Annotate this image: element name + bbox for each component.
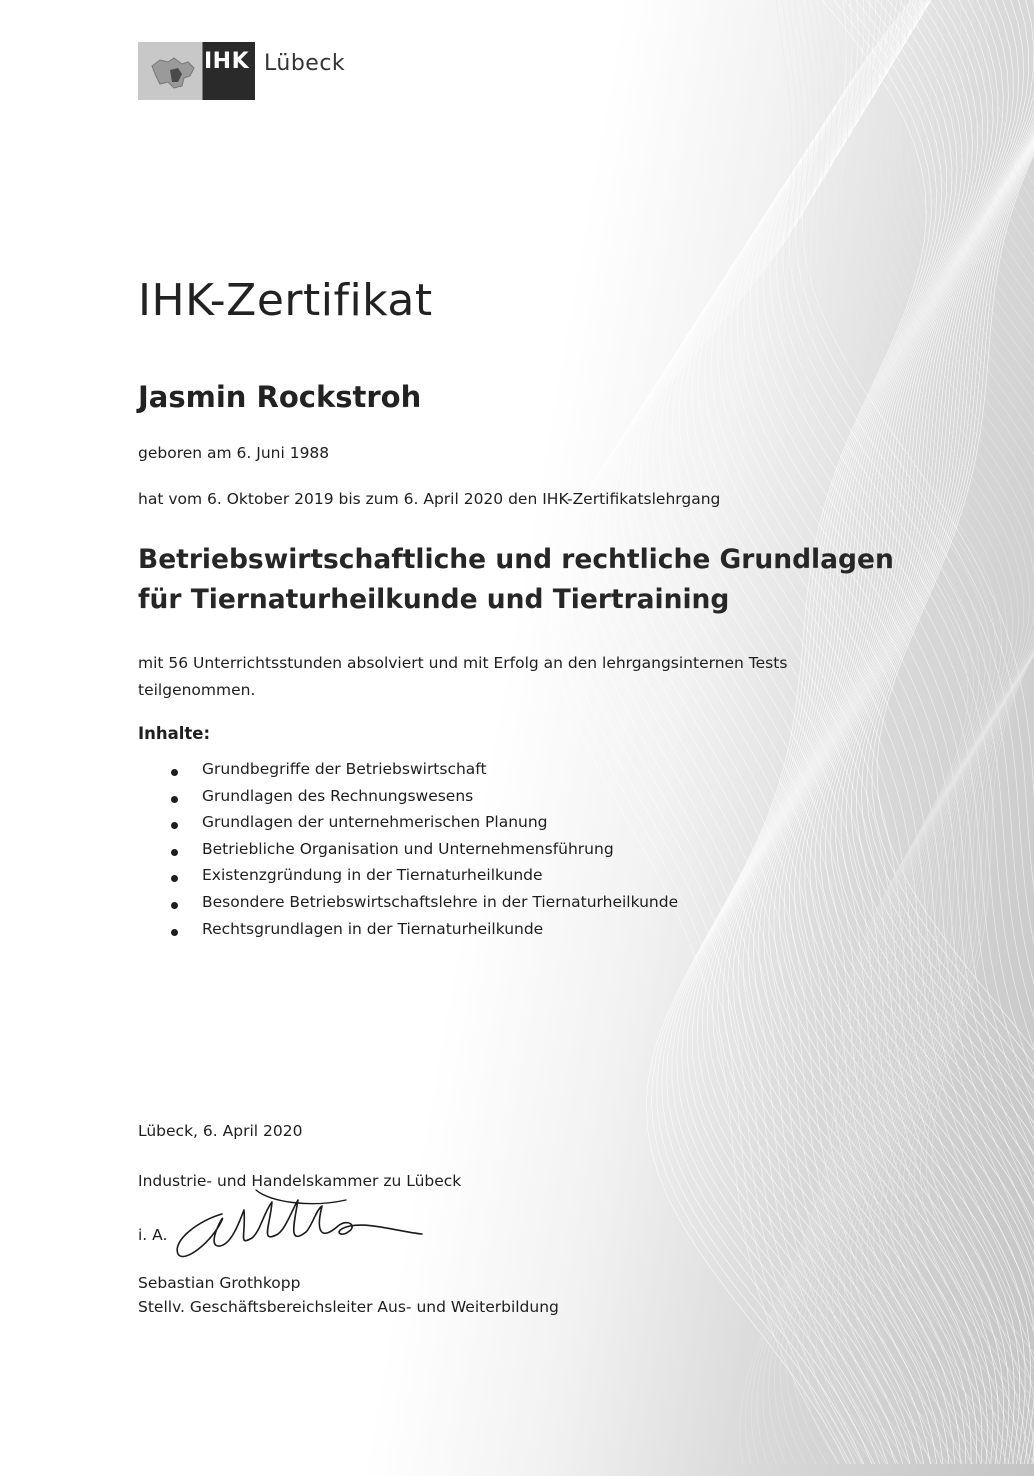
contents-list-item <box>168 866 678 893</box>
contents-list-item <box>168 840 678 867</box>
contents-heading: Inhalte: <box>138 724 211 743</box>
contents-list <box>168 760 678 946</box>
course-period-line: hat vom 6. Oktober 2019 bis zum 6. April 2020 den IHK-Zertifikatslehrgang <box>138 490 721 508</box>
contents-item-text: Grundlagen der unternehmerischen Planung <box>202 813 548 832</box>
contents-list-item <box>168 813 678 840</box>
course-title-line-2: für Tiernaturheilkunde und Tiertraining <box>138 584 730 615</box>
certificate-title: IHK-Zertifikat <box>138 275 433 326</box>
contents-item-text: Grundlagen des Rechnungswesens <box>202 786 474 805</box>
bullet-icon <box>171 929 178 936</box>
course-title <box>138 540 894 620</box>
handwritten-signature <box>160 1180 440 1270</box>
contents-item-text: Rechtsgrundlagen in der Tiernaturheilkunde <box>202 919 544 938</box>
contents-list-item <box>168 893 678 920</box>
ihk-logo <box>138 42 368 100</box>
chamber-name: Industrie- und Handelskammer zu Lübeck <box>138 1172 462 1190</box>
region-map-icon <box>148 52 200 92</box>
result-statement: mit 56 Unterrichtsstunden absolviert und mit Erfolg an den lehrgangsinternen Tests teilgenommen. <box>138 654 788 699</box>
on-behalf-label: i. A. <box>138 1226 168 1244</box>
contents-item-text: Besondere Betriebswirtschaftslehre in der Tiernaturheilkunde <box>202 892 679 911</box>
bullet-icon <box>171 875 178 882</box>
birth-date-line: geboren am 6. Juni 1988 <box>138 444 330 462</box>
contents-item-text: Grundbegriffe der Betriebswirtschaft <box>202 760 487 778</box>
bullet-icon <box>171 769 178 776</box>
bullet-icon <box>171 796 178 803</box>
bullet-icon <box>171 822 178 829</box>
signer-name: Sebastian Grothkopp <box>138 1274 301 1292</box>
contents-item-text: Existenzgründung in der Tiernaturheilkunde <box>202 866 543 885</box>
contents-item-text: Betriebliche Organisation und Unternehmensführung <box>202 839 614 858</box>
logo-ihk-text: IHK <box>204 49 250 74</box>
place-and-date: Lübeck, 6. April 2020 <box>138 1122 303 1140</box>
signer-role: Stellv. Geschäftsbereichsleiter Aus- und Weiterbildung <box>138 1298 559 1316</box>
logo-mark <box>138 42 255 100</box>
logo-city-text: Lübeck <box>264 51 346 76</box>
course-title-line-1: Betriebswirtschaftliche und rechtliche Grundlagen <box>138 544 894 575</box>
recipient-name: Jasmin Rockstroh <box>138 380 422 414</box>
contents-list-item <box>168 920 678 947</box>
bullet-icon <box>171 902 178 909</box>
bullet-icon <box>171 849 178 856</box>
contents-list-item <box>168 787 678 814</box>
contents-list-item <box>168 760 678 787</box>
